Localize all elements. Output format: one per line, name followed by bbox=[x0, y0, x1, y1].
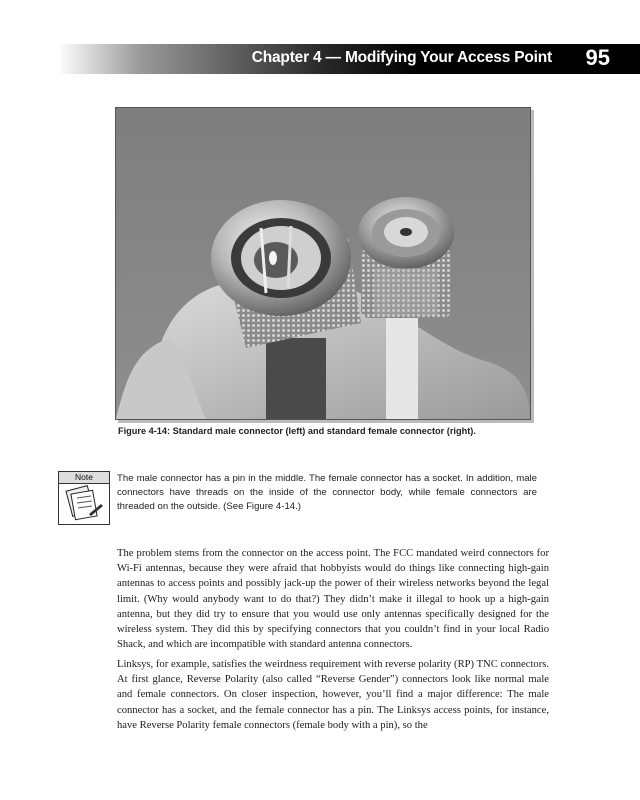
note-icon-label: Note bbox=[59, 472, 109, 484]
chapter-title: Chapter 4 — Modifying Your Access Point bbox=[251, 49, 552, 66]
paragraph-text: The problem stems from the connector on the access point. The FCC mandated weird connectors for Wi-Fi antennas, because they were afraid that hobbyists would do things like connecting high-gain antennas to access points and possibly jack-up the power of their wireless networks beyond the legal limit. (Why would anybody want to do that?) They didn’t make it illegal to hook up a high-gain antenna, but they did try to ensure that you would use only antennas specifically designed for the wireless system. They did this by specifying connectors that you couldn’t find in your local Radio Shack, and which are incompatible with standard antenna connectors. bbox=[117, 548, 549, 651]
running-header bbox=[58, 44, 640, 74]
note-text: The male connector has a pin in the middle. The female connector has a socket. In addition, male connectors have threads on the inside of the connector body, while female connectors are threaded on the outside. (See Figure 4-14.) bbox=[117, 473, 537, 513]
body-paragraph-2 bbox=[117, 657, 549, 733]
connector-photo bbox=[115, 107, 531, 420]
figure-caption-text: Standard male connector (left) and standard female connector (right). bbox=[172, 426, 476, 436]
body-paragraph-1 bbox=[117, 546, 549, 652]
figure-caption bbox=[118, 426, 476, 436]
note-icon bbox=[58, 471, 110, 525]
page-number: 95 bbox=[585, 45, 610, 70]
notepad-icon bbox=[59, 484, 109, 524]
figure-caption-label: Figure 4-14: bbox=[118, 426, 171, 436]
paragraph-text: Linksys, for example, satisfies the weirdness requirement with reverse polarity (RP) TNC connectors. At first glance, Reverse Polarity (also called “Reverse Gender”) connectors look like normal male and female connectors. On closer inspection, however, you’ll find a major difference: The male connector has a socket, and the female connector has a pin. The Linksys access points, for instance, have Reverse Polarity female connectors (female body with a pin), so the bbox=[117, 659, 549, 731]
